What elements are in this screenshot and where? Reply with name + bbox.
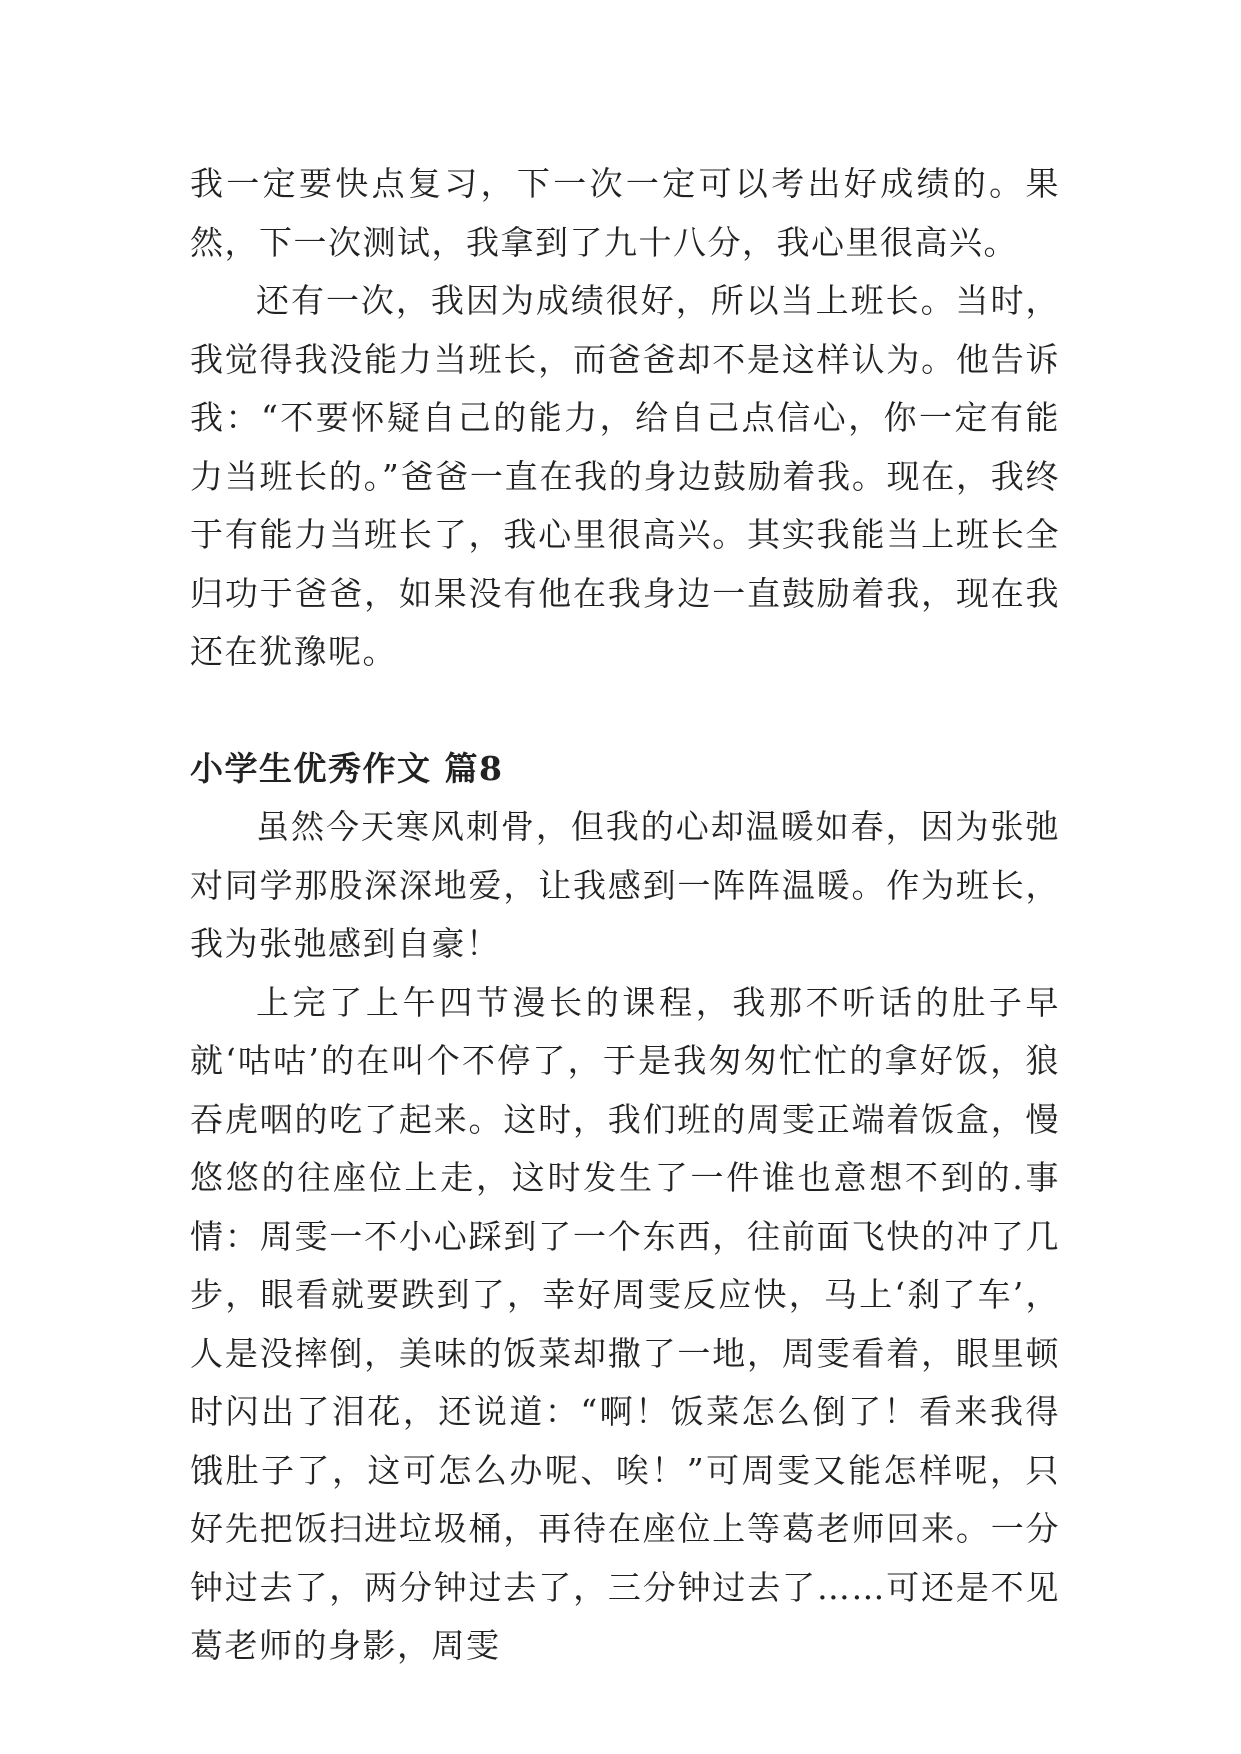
paragraph-intro: 虽然今天寒风刺骨，但我的心却温暖如春，因为张弛对同学那股深深地爱，让我感到一阵阵温暖。作为班长，我为张弛感到自豪！ <box>190 807 1060 963</box>
paragraph-lunch-story: 上完了上午四节漫长的课程，我那不听话的肚子早就‘咕咕’的在叫个不停了，于是我匆匆忙忙的拿好饭，狼吞虎咽的吃了起来。这时，我们班的周雯正端着饭盒，慢悠悠的往座位上走，这时发生了一件谁也意想不到的.事情：周雯一不小心踩到了一个东西，往前面飞快的冲了几步，眼看就要跌到了，幸好周雯反应快，马上‘刹了车’，人是没摔倒，美味的饭菜却撒了一地，周雯看着，眼里顿时闪出了泪花，还说道：“啊！饭菜怎么倒了！看来我得饿肚子了，这可怎么办呢、唉！”可周雯又能怎样呢，只好先把饭扫进垃圾桶，再待在座位上等葛老师回来。一分钟过去了，两分钟过去了，三分钟过去了……可还是不见葛老师的身影，周雯 <box>190 982 1060 1665</box>
paragraph-class-monitor: 还有一次，我因为成绩很好，所以当上班长。当时，我觉得我没能力当班长，而爸爸却不是这样认为。他告诉我：“不要怀疑自己的能力，给自己点信心，你一定有能力当班长的。”爸爸一直在我的身边鼓励着我。现在，我终于有能力当班长了，我心里很高兴。其实我能当上班长全归功于爸爸，如果没有他在我身边一直鼓励着我，现在我还在犹豫呢。 <box>190 281 1060 671</box>
document-body <box>190 155 1060 1676</box>
section-heading: 小学生优秀作文 篇8 <box>190 748 504 788</box>
paragraph-continuation: 我一定要快点复习，下一次一定可以考出好成绩的。果然，下一次测试，我拿到了九十八分，我心里很高兴。 <box>190 164 1060 262</box>
